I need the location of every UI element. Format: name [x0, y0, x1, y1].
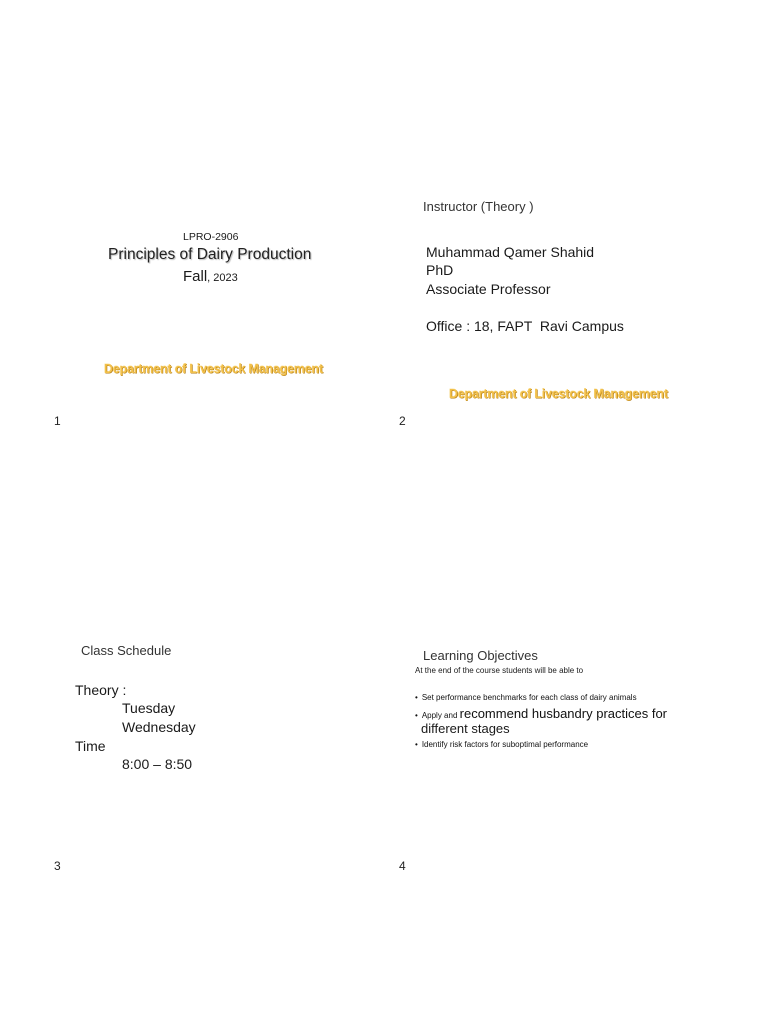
objective-text-large: recommend husbandry practices for: [459, 706, 668, 721]
objective-continuation: different stages: [421, 721, 510, 736]
bullet-icon: •: [415, 711, 418, 720]
instructor-position: Associate Professor: [426, 281, 551, 297]
page-number: 3: [54, 859, 61, 873]
schedule-day: Tuesday: [122, 700, 176, 716]
slide-3: [0, 445, 384, 890]
instructor-name: Muhammad Qamer Shahid: [426, 244, 595, 260]
schedule-heading: Class Schedule: [81, 643, 172, 658]
bullet-icon: •: [415, 740, 418, 749]
department-name: Department of Livestock Management: [449, 387, 668, 401]
page-number: 1: [54, 414, 61, 428]
course-title: Principles of Dairy Production: [108, 246, 312, 263]
bullet-icon: •: [415, 693, 418, 702]
slide-2: [384, 0, 768, 445]
objectives-intro: At the end of the course students will be able to: [415, 666, 584, 675]
objectives-heading: Learning Objectives: [423, 648, 538, 663]
objective-item: [415, 706, 667, 721]
course-code: LPRO-2906: [183, 231, 239, 243]
instructor-degree: PhD: [426, 262, 454, 278]
schedule-time: 8:00 – 8:50: [122, 756, 193, 772]
page-number: 4: [399, 859, 406, 873]
course-term: [183, 268, 238, 286]
objective-text: Identify risk factors for suboptimal performance: [421, 740, 589, 749]
instructor-heading: Instructor (Theory ): [423, 199, 534, 214]
slide-1: [0, 0, 384, 445]
objective-text-small: Apply and: [421, 711, 458, 720]
instructor-office: Office : 18, FAPT Ravi Campus: [426, 318, 624, 334]
department-name: Department of Livestock Management: [104, 362, 323, 376]
time-label: Time: [75, 738, 106, 754]
objective-text: Set performance benchmarks for each class of dairy animals: [421, 693, 637, 702]
term-label: Fall: [183, 268, 208, 285]
term-year: , 2023: [207, 272, 238, 284]
objective-item: [415, 693, 637, 702]
objective-item: [415, 740, 588, 749]
page-number: 2: [399, 414, 406, 428]
theory-label: Theory :: [75, 682, 127, 698]
schedule-day: Wednesday: [122, 719, 196, 735]
slide-4: [384, 445, 768, 890]
